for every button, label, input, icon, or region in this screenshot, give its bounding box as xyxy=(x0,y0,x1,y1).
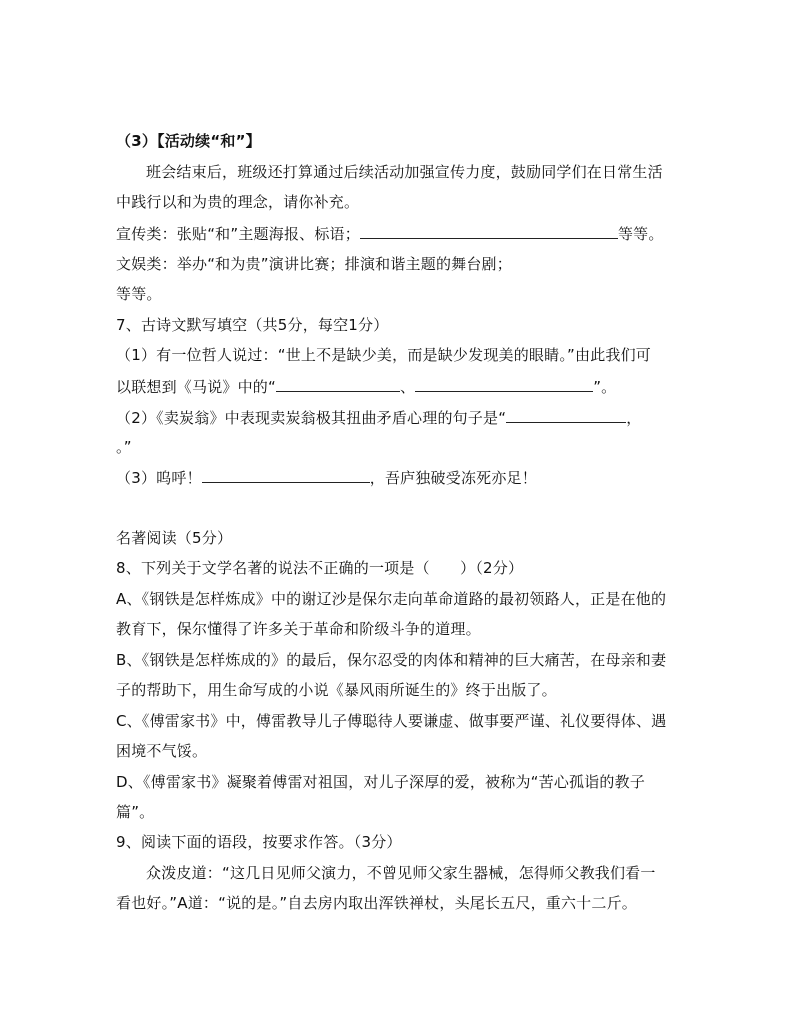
answer-blank[interactable] xyxy=(415,376,593,392)
q7-sub1-prefix: 以联想到《马说》中的“ xyxy=(116,378,276,396)
answer-blank[interactable] xyxy=(506,407,626,423)
option-a-line2: 教育下，保尔懂得了许多关于革命和阶级斗争的道理。 xyxy=(116,620,481,638)
promo-line xyxy=(116,223,664,244)
q7-sub1-line2 xyxy=(116,376,616,397)
question-9: 9、阅读下面的语段，按要求作答。（3分） xyxy=(116,833,402,851)
answer-blank[interactable] xyxy=(202,467,370,483)
q7-sub3-line xyxy=(116,467,537,488)
q7-sub1-separator: 、 xyxy=(399,378,416,396)
q7-sub3-suffix: ，吾庐独破受冻死亦足！ xyxy=(369,469,537,487)
q7-sub2-prefix: （2）《卖炭翁》中表现卖炭翁极其扭曲矛盾心理的句子是“ xyxy=(116,409,507,427)
passage-line1: 众泼皮道：“这几日见师父演力，不曾见师父家生器械，怎得师父教我们看一 xyxy=(146,864,656,882)
option-c-line2: 困境不气馁。 xyxy=(116,742,208,760)
entertainment-line: 文娱类：举办“和为贵”演讲比赛；排演和谐主题的舞台剧； xyxy=(116,255,512,273)
question-8: 8、下列关于文学名著的说法不正确的一项是（ ）（2分） xyxy=(116,559,524,577)
option-b-line1: B、《钢铁是怎样炼成的》的最后，保尔忍受的肉体和精神的巨大痛苦，在母亲和妻 xyxy=(116,651,667,669)
option-d-line1: D、《傅雷家书》凝聚着傅雷对祖国，对儿子深厚的爱，被称为“苦心孤诣的教子 xyxy=(116,773,646,791)
answer-blank[interactable] xyxy=(276,376,400,392)
q7-sub1-suffix: ”。 xyxy=(593,378,617,396)
paragraph-line: 中践行以和为贵的理念，请你补充。 xyxy=(116,193,360,211)
reading-section-title: 名著阅读（5分） xyxy=(116,529,233,547)
q7-sub2-line2: 。” xyxy=(116,438,132,456)
promo-prefix: 宣传类：张贴“和”主题海报、标语； xyxy=(116,225,360,243)
passage-line2: 看也好。”A道：“说的是。”自去房内取出浑铁禅杖，头尾长五尺，重六十二斤。 xyxy=(116,894,637,912)
option-c-line1: C、《傅雷家书》中，傅雷教导儿子傅聪待人要谦虚、做事要严谨、礼仪要得体、遇 xyxy=(116,712,667,730)
q7-sub1-line1: （1）有一位哲人说过：“世上不是缺少美，而是缺少发现美的眼睛。”由此我们可 xyxy=(116,346,651,364)
option-b-line2: 子的帮助下，用生命写成的小说《暴风雨所诞生的》终于出版了。 xyxy=(116,681,557,699)
option-d-line2: 篇”。 xyxy=(116,803,155,821)
answer-blank[interactable] xyxy=(360,223,618,239)
promo-suffix: 等等。 xyxy=(617,225,664,243)
question-7-title: 7、古诗文默写填空（共5分，每空1分） xyxy=(116,316,389,334)
q7-sub2-suffix: ， xyxy=(626,409,642,427)
q7-sub2-line1 xyxy=(116,407,641,428)
activity-heading: （3）【活动续“和”】 xyxy=(116,132,261,150)
entertainment-end: 等等。 xyxy=(116,285,162,303)
q7-sub3-prefix: （3）呜呼！ xyxy=(116,469,202,487)
paragraph-line: 班会结束后，班级还打算通过后续活动加强宣传力度，鼓励同学们在日常生活 xyxy=(146,163,663,181)
option-a-line1: A、《钢铁是怎样炼成》中的谢辽沙是保尔走向革命道路的最初领路人，正是在他的 xyxy=(116,590,667,608)
